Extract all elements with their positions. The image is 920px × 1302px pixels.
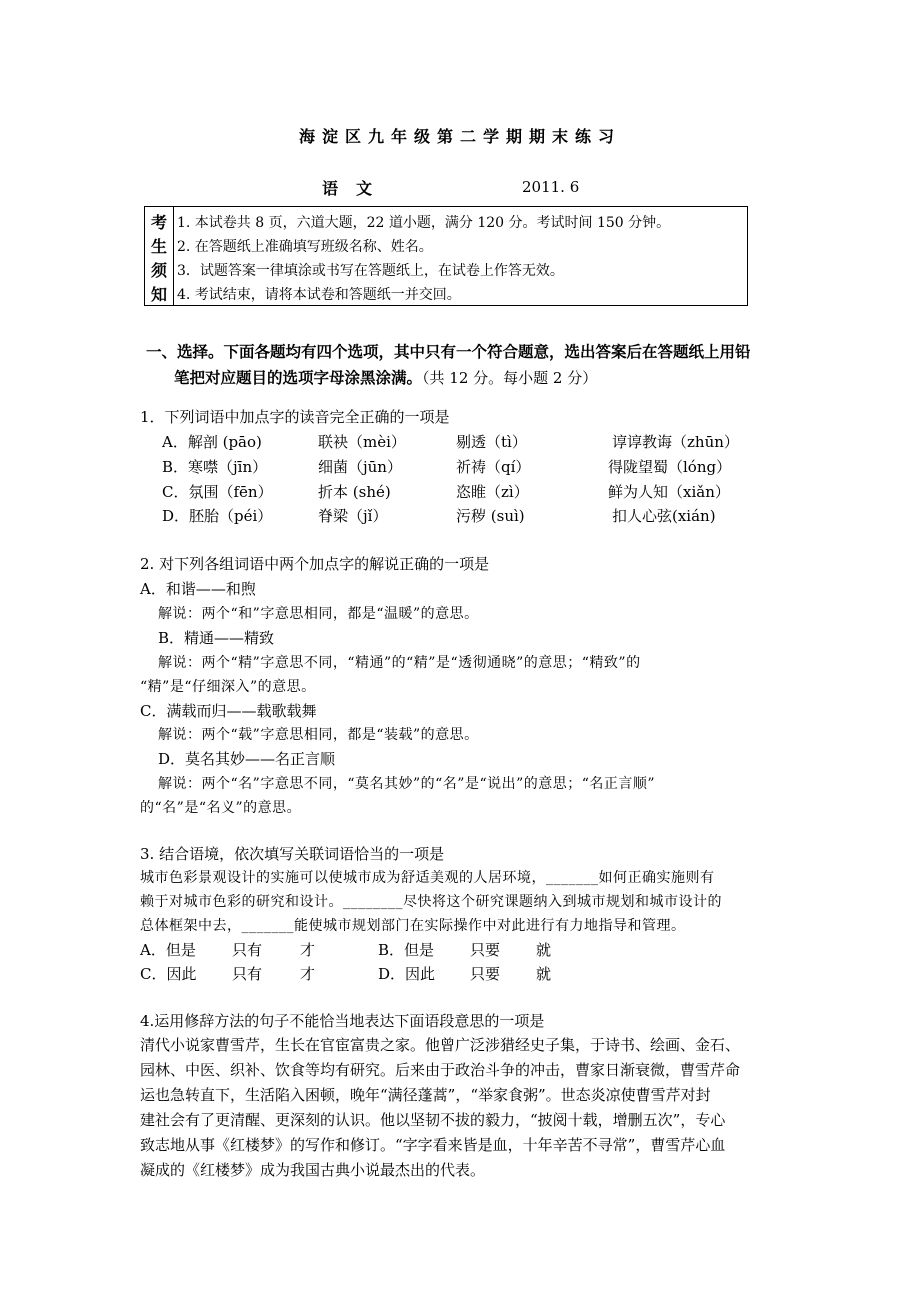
q1-option-a-word: 剔透（tì）	[456, 433, 527, 451]
q2-option-d-explanation: 解说：两个“名”字意思不同，“莫名其妙”的“名”是“说出”的意思；“名正言顺”	[158, 776, 656, 792]
subject-label: 语文	[322, 179, 391, 198]
q1-option-d-word: 脊梁（jǐ）	[318, 507, 388, 525]
q2-option-d-explanation-cont: 的“名”是“名义”的意思。	[140, 800, 302, 816]
q3-passage-line: 总体框架中去，_______能使城市规划部门在实际操作中对此进行有力地指导和管理。	[140, 918, 686, 934]
q1-option-b-word: 得陇望蜀（lóng）	[608, 458, 732, 476]
notice-side-label	[145, 207, 174, 305]
q1-option-b-word: 细菌（jūn）	[318, 458, 402, 476]
notice-side-char: 考	[150, 213, 167, 232]
exam-date: 2011. 6	[522, 178, 580, 196]
notice-side-char: 知	[150, 285, 167, 304]
q2-option-c-explanation: 解说：两个“载”字意思相同，都是“装载”的意思。	[158, 727, 479, 743]
q2-option-b-explanation: 解说：两个“精”字意思不同，“精通”的“精”是“透彻通晓”的意思；“精致”的	[158, 655, 641, 671]
section-heading: 一、选择。下面各题均有四个选项，其中只有一个符合题意，选出答案后在答题纸上用铅	[146, 342, 751, 361]
q1-option-d: D．胚胎（péi）	[162, 507, 273, 525]
q4-passage-line: 凝成的《红楼梦》成为我国古典小说最杰出的代表。	[140, 1161, 486, 1179]
question-2-stem: 2. 对下列各组词语中两个加点字的解说正确的一项是	[140, 555, 490, 573]
notice-side-char: 生	[150, 237, 167, 256]
notice-side-char: 须	[150, 261, 167, 280]
q3-option-word: 只要	[470, 941, 501, 959]
q1-option-a: A．解剖 (pāo)	[162, 433, 262, 451]
q2-option-a: A．和谐——和煦	[140, 580, 256, 598]
q3-option-word: 就	[536, 941, 552, 959]
section-heading-cont	[174, 366, 597, 388]
q2-option-b: B．精通——精致	[158, 629, 275, 647]
q4-passage-line: 园林、中医、织补、饮食等均有研究。后来由于政治斗争的冲击，曹家日渐衰微，曹雪芹命	[140, 1061, 741, 1079]
q1-option-d-word: 扣人心弦(xián)	[612, 507, 716, 525]
notice-box	[144, 206, 748, 306]
q1-option-a-word: 谆谆教诲（zhūn）	[612, 433, 739, 451]
q3-passage-line: 城市色彩景观设计的实施可以使城市成为舒适美观的人居环境，_______如何正确实施则有	[140, 870, 715, 886]
q2-option-c: C．满载而归——载歌载舞	[140, 702, 317, 720]
q1-option-b-word: 祈祷（qí）	[456, 458, 531, 476]
q1-option-c-word: 折本 (shé)	[318, 483, 391, 501]
q2-option-a-explanation: 解说：两个“和”字意思相同，都是“温暖”的意思。	[158, 606, 479, 622]
q4-passage-line: 清代小说家曹雪芹，生长在官宦富贵之家。他曾广泛涉猎经史子集，于诗书、绘画、金石、	[140, 1036, 741, 1054]
q2-option-d: D．莫名其妙——名正言顺	[158, 750, 336, 768]
q3-option-d: D．因此	[378, 965, 436, 983]
q1-option-c-word: 恣睢（zì）	[456, 483, 529, 501]
q2-option-b-explanation-cont: “精”是“仔细深入”的意思。	[140, 679, 316, 695]
notice-item: 3．试题答案一律填涂或书写在答题纸上，在试卷上作答无效。	[177, 263, 564, 279]
question-3-stem: 3. 结合语境，依次填写关联词语恰当的一项是	[140, 845, 445, 863]
q3-option-word: 才	[300, 965, 316, 983]
q3-option-word: 只要	[470, 965, 501, 983]
q3-option-a: A．但是	[140, 941, 196, 959]
q1-option-c: C．氛围（fēn）	[162, 483, 273, 501]
q1-option-b: B．寒噤（jīn）	[162, 458, 268, 476]
q3-option-word: 才	[300, 941, 316, 959]
q3-option-c: C．因此	[140, 965, 197, 983]
question-4-stem: 4.运用修辞方法的句子不能恰当地表达下面语段意思的一项是	[140, 1012, 545, 1030]
q1-option-d-word: 污秽 (suì)	[456, 507, 525, 525]
exam-title: 海淀区九年级第二学期期末练习	[298, 127, 621, 146]
notice-item: 2. 在答题纸上准确填写班级名称、姓名。	[177, 239, 433, 255]
q3-passage-line: 赖于对城市色彩的研究和设计。________尽快将这个研究课题纳入到城市规划和城市设计的	[140, 894, 722, 910]
q4-passage-line: 致志地从事《红楼梦》的写作和修订。“字字看来皆是血，十年辛苦不寻常”，曹雪芹心血	[140, 1136, 726, 1154]
q3-option-word: 只有	[232, 941, 263, 959]
section-heading-line2: 笔把对应题目的选项字母涂黑涂满。	[174, 368, 423, 387]
q3-option-word: 只有	[232, 965, 263, 983]
section-score-note: （共 12 分。每小题 2 分）	[422, 369, 598, 387]
q4-passage-line: 建社会有了更清醒、更深刻的认识。他以坚韧不拔的毅力，“披阅十载，增删五次”，专心	[140, 1111, 726, 1129]
q4-passage-line: 运也急转直下，生活陷入困顿，晚年“满径蓬蒿”，“举家食粥”。世态炎凉使曹雪芹对封	[140, 1086, 711, 1104]
notice-item: 4. 考试结束，请将本试卷和答题纸一并交回。	[177, 287, 461, 303]
question-1-stem: 1．下列词语中加点字的读音完全正确的一项是	[140, 408, 450, 426]
q1-option-c-word: 鲜为人知（xiǎn）	[608, 483, 730, 501]
q3-option-word: 就	[536, 965, 552, 983]
notice-item: 1. 本试卷共 8 页，六道大题，22 道小题，满分 120 分。考试时间 150 分钟。	[177, 215, 671, 231]
q1-option-a-word: 联袂（mèi）	[318, 433, 406, 451]
q3-option-b: B．但是	[378, 941, 435, 959]
